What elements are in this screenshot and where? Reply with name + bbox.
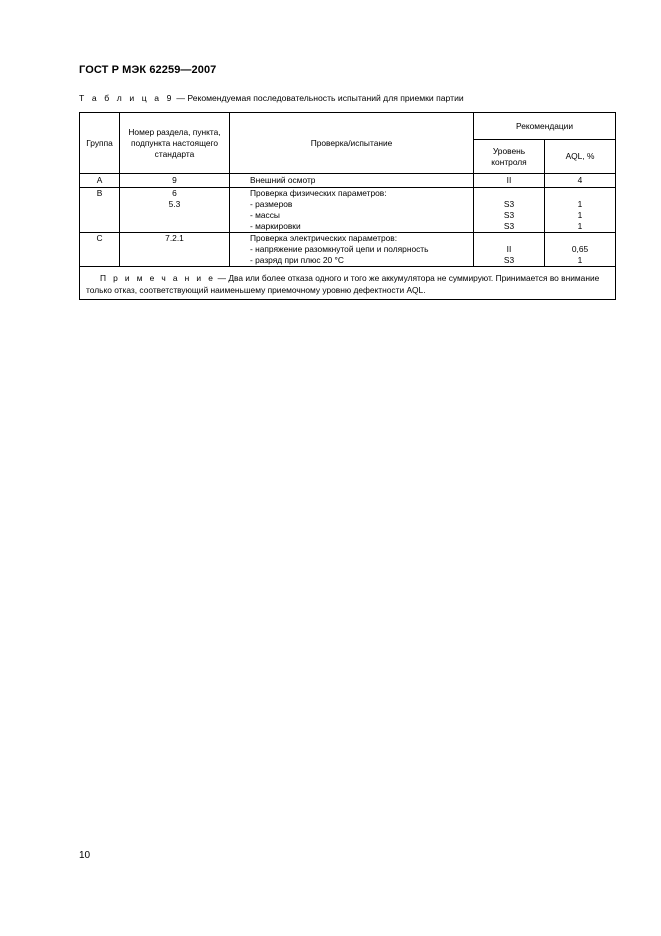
note-text: — Два или более отказа одного и того же аккумулятора не суммируют. Принимается во внимание только отказ, соответствующий наименьшему приемочному уровню дефектности AQL. — [86, 273, 600, 295]
cell-aql-line: 1 — [577, 199, 583, 209]
cell-section: 7.2.1 — [120, 233, 230, 267]
cell-aql — [545, 233, 616, 267]
cell-level-line: II — [506, 244, 512, 254]
cell-aql-line: 0,65 — [571, 244, 589, 254]
header-section-line: Номер раздела, пункта, — [128, 126, 221, 137]
cell-test — [230, 188, 474, 233]
cell-level-line: S3 — [503, 255, 515, 265]
cell-test-line: Проверка физических параметров: — [250, 188, 387, 198]
cell-section-line: 5.3 — [168, 199, 181, 209]
cell-level-line: S3 — [503, 221, 515, 231]
cell-aql-line: 1 — [577, 255, 583, 265]
header-test: Проверка/испытание — [230, 113, 474, 174]
cell-section: 9 — [120, 174, 230, 188]
cell-test-line: - разряд при плюс 20 °С — [250, 255, 344, 265]
cell-test-line: - маркировки — [250, 221, 301, 231]
cell-test — [230, 233, 474, 267]
cell-test-line: - размеров — [250, 199, 293, 209]
cell-aql-line: 1 — [577, 221, 583, 231]
cell-group: B — [80, 188, 120, 233]
page-number: 10 — [79, 850, 91, 861]
cell-test: Внешний осмотр — [230, 174, 474, 188]
cell-aql: 4 — [545, 174, 616, 188]
cell-level-line: S3 — [503, 199, 515, 209]
standard-header: ГОСТ Р МЭК 62259—2007 — [79, 64, 217, 76]
header-level — [474, 140, 545, 174]
cell-group: A — [80, 174, 120, 188]
note-label: П р и м е ч а н и е — [100, 273, 216, 283]
table-note-row — [80, 267, 616, 300]
cell-test-line: - напряжение разомкнутой цепи и полярность — [250, 244, 429, 254]
cell-level — [474, 188, 545, 233]
table-row — [80, 233, 616, 267]
acceptance-test-table — [79, 112, 616, 300]
cell-level: II — [474, 174, 545, 188]
header-aql: AQL, % — [545, 140, 616, 174]
cell-test-line: - массы — [250, 210, 280, 220]
header-level-line: Уровень — [492, 145, 526, 156]
cell-level — [474, 233, 545, 267]
table-note — [80, 267, 616, 300]
table-caption-text: — Рекомендуемая последовательность испытаний для приемки партии — [173, 93, 464, 103]
header-section — [120, 113, 230, 174]
cell-section — [120, 188, 230, 233]
header-section-line: стандарта — [154, 148, 195, 159]
cell-aql-line: 1 — [577, 210, 583, 220]
cell-level-line: S3 — [503, 210, 515, 220]
cell-aql — [545, 188, 616, 233]
header-recommendations: Рекомендации — [474, 113, 616, 140]
header-level-line: контроля — [491, 156, 527, 167]
table-caption — [79, 93, 464, 103]
table-caption-label: Т а б л и ц а 9 — [79, 93, 174, 103]
table-row — [80, 188, 616, 233]
cell-test-line: Проверка электрических параметров: — [250, 233, 398, 243]
cell-section-line: 6 — [172, 188, 177, 198]
cell-group: C — [80, 233, 120, 267]
header-group: Группа — [80, 113, 120, 174]
table-row — [80, 174, 616, 188]
header-section-line: подпункта настоящего — [130, 137, 219, 148]
